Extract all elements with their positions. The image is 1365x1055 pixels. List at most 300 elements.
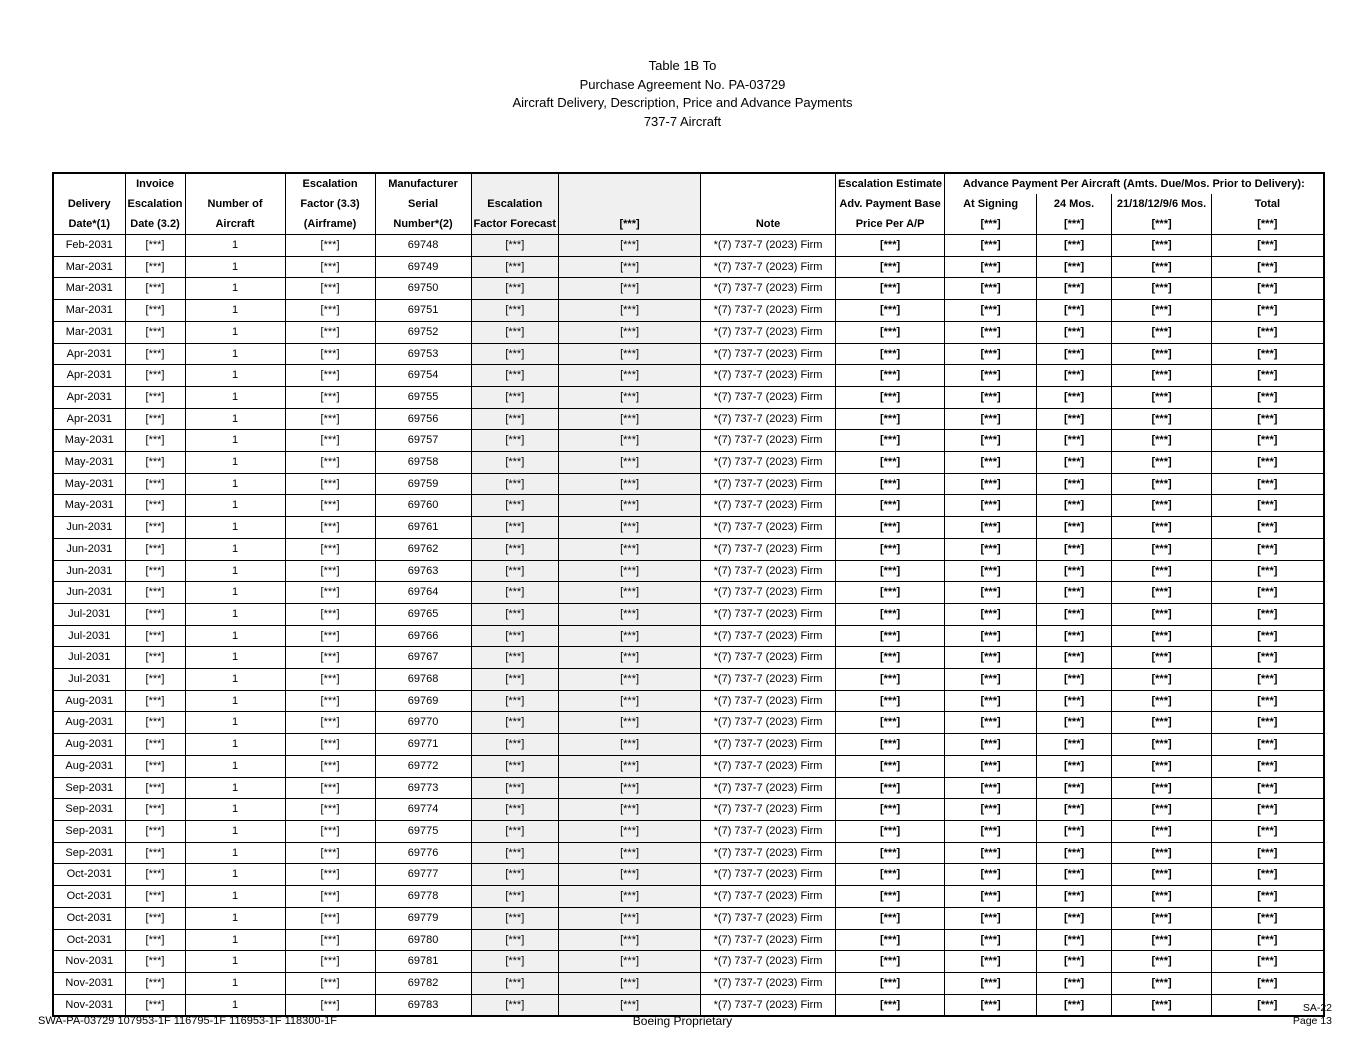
cell-manufacturer-serial-number: 69777 — [375, 864, 471, 886]
cell-number-of-aircraft: 1 — [185, 582, 285, 604]
table-row — [53, 886, 1324, 908]
cell-total: [***] — [1212, 495, 1324, 517]
table-header — [53, 173, 1324, 235]
table-body — [53, 235, 1324, 1017]
cell-escalation-factor-forecast: [***] — [471, 321, 559, 343]
cell-24-mos: [***] — [1037, 278, 1112, 300]
cell-delivery-date: Aug-2031 — [53, 734, 125, 756]
cell-at-signing: [***] — [945, 951, 1037, 973]
cell-adv-payment-base-price: [***] — [836, 842, 945, 864]
cell-21-18-12-9-6-mos: [***] — [1112, 300, 1212, 322]
cell-masked-column: [***] — [559, 321, 701, 343]
cell-invoice-escalation-date: [***] — [125, 560, 185, 582]
cell-masked-column: [***] — [559, 343, 701, 365]
cell-at-signing: [***] — [945, 755, 1037, 777]
cell-escalation-factor-airframe: [***] — [285, 300, 375, 322]
cell-masked-column: [***] — [559, 755, 701, 777]
cell-manufacturer-serial-number: 69766 — [375, 625, 471, 647]
cell-delivery-date: Oct-2031 — [53, 929, 125, 951]
cell-number-of-aircraft: 1 — [185, 278, 285, 300]
cell-escalation-factor-airframe: [***] — [285, 256, 375, 278]
cell-note: *(7) 737-7 (2023) Firm — [701, 452, 836, 474]
cell-24-mos: [***] — [1037, 669, 1112, 691]
title-line-agreement: Purchase Agreement No. PA-03729 — [579, 76, 786, 92]
table-row — [53, 647, 1324, 669]
cell-manufacturer-serial-number: 69767 — [375, 647, 471, 669]
cell-manufacturer-serial-number: 69758 — [375, 452, 471, 474]
cell-adv-payment-base-price: [***] — [836, 517, 945, 539]
footer-document-number: SWA-PA-03729 107953-1F 116795-1F 116953-1F 118300-1F — [38, 1015, 338, 1027]
cell-manufacturer-serial-number: 69772 — [375, 755, 471, 777]
cell-masked-column: [***] — [559, 972, 701, 994]
table-row — [53, 820, 1324, 842]
cell-delivery-date: May-2031 — [53, 473, 125, 495]
cell-escalation-factor-forecast: [***] — [471, 495, 559, 517]
cell-number-of-aircraft: 1 — [185, 755, 285, 777]
cell-24-mos: [***] — [1037, 365, 1112, 387]
cell-escalation-factor-airframe: [***] — [285, 864, 375, 886]
cell-escalation-factor-airframe: [***] — [285, 820, 375, 842]
cell-note: *(7) 737-7 (2023) Firm — [701, 321, 836, 343]
cell-21-18-12-9-6-mos: [***] — [1112, 408, 1212, 430]
cell-escalation-factor-forecast: [***] — [471, 820, 559, 842]
cell-21-18-12-9-6-mos: [***] — [1112, 452, 1212, 474]
table-row — [53, 972, 1324, 994]
cell-total: [***] — [1212, 256, 1324, 278]
cell-escalation-factor-airframe: [***] — [285, 907, 375, 929]
cell-masked-column: [***] — [559, 777, 701, 799]
cell-delivery-date: Jul-2031 — [53, 625, 125, 647]
table-row — [53, 430, 1324, 452]
cell-masked-column: [***] — [559, 278, 701, 300]
title-line-table: Table 1B To — [648, 58, 717, 73]
title-line-description: Aircraft Delivery, Description, Price and Advance Payments — [512, 95, 853, 110]
cell-number-of-aircraft: 1 — [185, 994, 285, 1016]
cell-number-of-aircraft: 1 — [185, 951, 285, 973]
cell-total: [***] — [1212, 343, 1324, 365]
cell-escalation-factor-forecast: [***] — [471, 430, 559, 452]
cell-at-signing: [***] — [945, 430, 1037, 452]
cell-at-signing: [***] — [945, 712, 1037, 734]
cell-escalation-factor-airframe: [***] — [285, 430, 375, 452]
header-21-18-12-9-6-mos: 21/18/12/9/6 Mos. [***] — [1112, 194, 1212, 235]
cell-manufacturer-serial-number: 69773 — [375, 777, 471, 799]
cell-escalation-factor-forecast: [***] — [471, 907, 559, 929]
cell-at-signing: [***] — [945, 777, 1037, 799]
cell-21-18-12-9-6-mos: [***] — [1112, 951, 1212, 973]
cell-number-of-aircraft: 1 — [185, 669, 285, 691]
cell-invoice-escalation-date: [***] — [125, 907, 185, 929]
cell-note: *(7) 737-7 (2023) Firm — [701, 929, 836, 951]
cell-adv-payment-base-price: [***] — [836, 647, 945, 669]
cell-at-signing: [***] — [945, 669, 1037, 691]
cell-total: [***] — [1212, 994, 1324, 1016]
cell-masked-column: [***] — [559, 994, 701, 1016]
cell-21-18-12-9-6-mos: [***] — [1112, 712, 1212, 734]
cell-number-of-aircraft: 1 — [185, 365, 285, 387]
table-row — [53, 452, 1324, 474]
cell-manufacturer-serial-number: 69757 — [375, 430, 471, 452]
cell-escalation-factor-airframe: [***] — [285, 538, 375, 560]
cell-invoice-escalation-date: [***] — [125, 582, 185, 604]
cell-21-18-12-9-6-mos: [***] — [1112, 777, 1212, 799]
cell-number-of-aircraft: 1 — [185, 690, 285, 712]
cell-delivery-date: Sep-2031 — [53, 820, 125, 842]
cell-manufacturer-serial-number: 69771 — [375, 734, 471, 756]
cell-masked-column: [***] — [559, 582, 701, 604]
cell-delivery-date: Sep-2031 — [53, 842, 125, 864]
table-row — [53, 929, 1324, 951]
cell-escalation-factor-forecast: [***] — [471, 365, 559, 387]
cell-24-mos: [***] — [1037, 603, 1112, 625]
table-row — [53, 495, 1324, 517]
table-row — [53, 343, 1324, 365]
cell-note: *(7) 737-7 (2023) Firm — [701, 842, 836, 864]
cell-adv-payment-base-price: [***] — [836, 452, 945, 474]
cell-escalation-factor-forecast: [***] — [471, 951, 559, 973]
table-row — [53, 321, 1324, 343]
cell-adv-payment-base-price: [***] — [836, 820, 945, 842]
cell-total: [***] — [1212, 951, 1324, 973]
cell-invoice-escalation-date: [***] — [125, 603, 185, 625]
cell-note: *(7) 737-7 (2023) Firm — [701, 972, 836, 994]
cell-number-of-aircraft: 1 — [185, 452, 285, 474]
cell-24-mos: [***] — [1037, 907, 1112, 929]
cell-delivery-date: Sep-2031 — [53, 799, 125, 821]
cell-at-signing: [***] — [945, 538, 1037, 560]
cell-manufacturer-serial-number: 69751 — [375, 300, 471, 322]
header-at-signing: At Signing [***] — [945, 194, 1037, 235]
cell-escalation-factor-forecast: [***] — [471, 886, 559, 908]
cell-21-18-12-9-6-mos: [***] — [1112, 907, 1212, 929]
cell-invoice-escalation-date: [***] — [125, 799, 185, 821]
cell-24-mos: [***] — [1037, 321, 1112, 343]
table-row — [53, 734, 1324, 756]
cell-escalation-factor-forecast: [***] — [471, 755, 559, 777]
cell-invoice-escalation-date: [***] — [125, 386, 185, 408]
header-advance-payment-group: Advance Payment Per Aircraft (Amts. Due/Mos. Prior to Delivery): — [945, 173, 1324, 194]
cell-masked-column: [***] — [559, 300, 701, 322]
cell-note: *(7) 737-7 (2023) Firm — [701, 430, 836, 452]
cell-masked-column: [***] — [559, 799, 701, 821]
footer-page-number: Page 13 — [1292, 1015, 1332, 1027]
cell-note: *(7) 737-7 (2023) Firm — [701, 538, 836, 560]
cell-adv-payment-base-price: [***] — [836, 907, 945, 929]
cell-invoice-escalation-date: [***] — [125, 321, 185, 343]
footer-sa-number: SA-22 — [1302, 1002, 1332, 1014]
cell-invoice-escalation-date: [***] — [125, 473, 185, 495]
cell-escalation-factor-airframe: [***] — [285, 690, 375, 712]
cell-24-mos: [***] — [1037, 517, 1112, 539]
cell-invoice-escalation-date: [***] — [125, 256, 185, 278]
cell-escalation-factor-airframe: [***] — [285, 777, 375, 799]
cell-escalation-factor-forecast: [***] — [471, 972, 559, 994]
cell-total: [***] — [1212, 278, 1324, 300]
cell-delivery-date: Mar-2031 — [53, 278, 125, 300]
cell-masked-column: [***] — [559, 647, 701, 669]
cell-total: [***] — [1212, 582, 1324, 604]
cell-delivery-date: Apr-2031 — [53, 386, 125, 408]
cell-total: [***] — [1212, 820, 1324, 842]
cell-escalation-factor-forecast: [***] — [471, 734, 559, 756]
cell-24-mos: [***] — [1037, 734, 1112, 756]
cell-manufacturer-serial-number: 69764 — [375, 582, 471, 604]
cell-escalation-factor-airframe: [***] — [285, 343, 375, 365]
cell-masked-column: [***] — [559, 886, 701, 908]
cell-total: [***] — [1212, 972, 1324, 994]
cell-masked-column: [***] — [559, 473, 701, 495]
cell-total: [***] — [1212, 300, 1324, 322]
cell-21-18-12-9-6-mos: [***] — [1112, 625, 1212, 647]
cell-invoice-escalation-date: [***] — [125, 452, 185, 474]
cell-total: [***] — [1212, 473, 1324, 495]
cell-escalation-factor-airframe: [***] — [285, 278, 375, 300]
cell-total: [***] — [1212, 647, 1324, 669]
cell-number-of-aircraft: 1 — [185, 343, 285, 365]
cell-delivery-date: Jun-2031 — [53, 582, 125, 604]
cell-manufacturer-serial-number: 69750 — [375, 278, 471, 300]
cell-escalation-factor-forecast: [***] — [471, 994, 559, 1016]
table-row — [53, 712, 1324, 734]
cell-masked-column: [***] — [559, 669, 701, 691]
cell-manufacturer-serial-number: 69755 — [375, 386, 471, 408]
cell-total: [***] — [1212, 864, 1324, 886]
cell-number-of-aircraft: 1 — [185, 864, 285, 886]
cell-escalation-factor-airframe: [***] — [285, 994, 375, 1016]
cell-at-signing: [***] — [945, 300, 1037, 322]
cell-number-of-aircraft: 1 — [185, 929, 285, 951]
table-row — [53, 777, 1324, 799]
cell-note: *(7) 737-7 (2023) Firm — [701, 690, 836, 712]
document-title-block — [0, 0, 1365, 131]
cell-21-18-12-9-6-mos: [***] — [1112, 235, 1212, 257]
cell-total: [***] — [1212, 690, 1324, 712]
cell-masked-column: [***] — [559, 951, 701, 973]
cell-adv-payment-base-price: [***] — [836, 755, 945, 777]
cell-invoice-escalation-date: [***] — [125, 538, 185, 560]
cell-21-18-12-9-6-mos: [***] — [1112, 755, 1212, 777]
cell-21-18-12-9-6-mos: [***] — [1112, 734, 1212, 756]
cell-adv-payment-base-price: [***] — [836, 408, 945, 430]
cell-note: *(7) 737-7 (2023) Firm — [701, 343, 836, 365]
cell-24-mos: [***] — [1037, 842, 1112, 864]
cell-at-signing: [***] — [945, 886, 1037, 908]
cell-masked-column: [***] — [559, 929, 701, 951]
cell-24-mos: [***] — [1037, 582, 1112, 604]
cell-invoice-escalation-date: [***] — [125, 842, 185, 864]
cell-number-of-aircraft: 1 — [185, 300, 285, 322]
cell-delivery-date: Mar-2031 — [53, 321, 125, 343]
cell-masked-column: [***] — [559, 517, 701, 539]
cell-manufacturer-serial-number: 69756 — [375, 408, 471, 430]
cell-escalation-factor-forecast: [***] — [471, 669, 559, 691]
cell-21-18-12-9-6-mos: [***] — [1112, 430, 1212, 452]
cell-at-signing: [***] — [945, 473, 1037, 495]
cell-delivery-date: Nov-2031 — [53, 994, 125, 1016]
cell-manufacturer-serial-number: 69778 — [375, 886, 471, 908]
cell-escalation-factor-airframe: [***] — [285, 647, 375, 669]
cell-invoice-escalation-date: [***] — [125, 820, 185, 842]
cell-at-signing: [***] — [945, 907, 1037, 929]
cell-total: [***] — [1212, 625, 1324, 647]
cell-escalation-factor-airframe: [***] — [285, 669, 375, 691]
cell-total: [***] — [1212, 560, 1324, 582]
cell-24-mos: [***] — [1037, 777, 1112, 799]
table-row — [53, 386, 1324, 408]
cell-adv-payment-base-price: [***] — [836, 690, 945, 712]
cell-number-of-aircraft: 1 — [185, 473, 285, 495]
cell-24-mos: [***] — [1037, 712, 1112, 734]
cell-21-18-12-9-6-mos: [***] — [1112, 343, 1212, 365]
cell-delivery-date: Apr-2031 — [53, 343, 125, 365]
aircraft-delivery-table — [52, 172, 1325, 1017]
header-adv-payment-base-price: Escalation Estimate Adv. Payment Base Price Per A/P — [836, 173, 945, 235]
cell-escalation-factor-airframe: [***] — [285, 712, 375, 734]
cell-masked-column: [***] — [559, 365, 701, 387]
cell-total: [***] — [1212, 907, 1324, 929]
cell-escalation-factor-airframe: [***] — [285, 755, 375, 777]
cell-note: *(7) 737-7 (2023) Firm — [701, 907, 836, 929]
cell-21-18-12-9-6-mos: [***] — [1112, 799, 1212, 821]
cell-24-mos: [***] — [1037, 560, 1112, 582]
cell-21-18-12-9-6-mos: [***] — [1112, 820, 1212, 842]
cell-manufacturer-serial-number: 69774 — [375, 799, 471, 821]
cell-masked-column: [***] — [559, 820, 701, 842]
cell-delivery-date: Mar-2031 — [53, 256, 125, 278]
cell-masked-column: [***] — [559, 734, 701, 756]
cell-invoice-escalation-date: [***] — [125, 929, 185, 951]
cell-escalation-factor-forecast: [***] — [471, 647, 559, 669]
cell-adv-payment-base-price: [***] — [836, 603, 945, 625]
cell-manufacturer-serial-number: 69763 — [375, 560, 471, 582]
cell-24-mos: [***] — [1037, 625, 1112, 647]
cell-delivery-date: Jul-2031 — [53, 647, 125, 669]
cell-at-signing: [***] — [945, 495, 1037, 517]
cell-total: [***] — [1212, 603, 1324, 625]
cell-total: [***] — [1212, 235, 1324, 257]
cell-delivery-date: Nov-2031 — [53, 972, 125, 994]
cell-21-18-12-9-6-mos: [***] — [1112, 864, 1212, 886]
cell-escalation-factor-forecast: [***] — [471, 625, 559, 647]
cell-escalation-factor-forecast: [***] — [471, 864, 559, 886]
cell-21-18-12-9-6-mos: [***] — [1112, 994, 1212, 1016]
cell-adv-payment-base-price: [***] — [836, 994, 945, 1016]
cell-manufacturer-serial-number: 69752 — [375, 321, 471, 343]
cell-escalation-factor-airframe: [***] — [285, 582, 375, 604]
cell-at-signing: [***] — [945, 625, 1037, 647]
cell-note: *(7) 737-7 (2023) Firm — [701, 300, 836, 322]
cell-invoice-escalation-date: [***] — [125, 994, 185, 1016]
cell-adv-payment-base-price: [***] — [836, 886, 945, 908]
cell-21-18-12-9-6-mos: [***] — [1112, 495, 1212, 517]
cell-total: [***] — [1212, 799, 1324, 821]
cell-invoice-escalation-date: [***] — [125, 235, 185, 257]
cell-masked-column: [***] — [559, 256, 701, 278]
cell-delivery-date: Aug-2031 — [53, 712, 125, 734]
cell-escalation-factor-forecast: [***] — [471, 452, 559, 474]
cell-24-mos: [***] — [1037, 864, 1112, 886]
cell-escalation-factor-forecast: [***] — [471, 799, 559, 821]
cell-21-18-12-9-6-mos: [***] — [1112, 603, 1212, 625]
cell-note: *(7) 737-7 (2023) Firm — [701, 994, 836, 1016]
cell-24-mos: [***] — [1037, 538, 1112, 560]
cell-24-mos: [***] — [1037, 929, 1112, 951]
cell-number-of-aircraft: 1 — [185, 777, 285, 799]
cell-delivery-date: Oct-2031 — [53, 864, 125, 886]
cell-escalation-factor-airframe: [***] — [285, 495, 375, 517]
cell-total: [***] — [1212, 734, 1324, 756]
cell-at-signing: [***] — [945, 321, 1037, 343]
cell-number-of-aircraft: 1 — [185, 907, 285, 929]
cell-escalation-factor-forecast: [***] — [471, 690, 559, 712]
cell-21-18-12-9-6-mos: [***] — [1112, 647, 1212, 669]
cell-escalation-factor-forecast: [***] — [471, 560, 559, 582]
header-note: Note — [701, 173, 836, 235]
cell-invoice-escalation-date: [***] — [125, 972, 185, 994]
cell-at-signing: [***] — [945, 799, 1037, 821]
cell-24-mos: [***] — [1037, 820, 1112, 842]
cell-21-18-12-9-6-mos: [***] — [1112, 886, 1212, 908]
cell-delivery-date: Oct-2031 — [53, 907, 125, 929]
table-row — [53, 994, 1324, 1016]
cell-number-of-aircraft: 1 — [185, 408, 285, 430]
cell-escalation-factor-airframe: [***] — [285, 886, 375, 908]
cell-delivery-date: May-2031 — [53, 430, 125, 452]
cell-at-signing: [***] — [945, 734, 1037, 756]
cell-total: [***] — [1212, 430, 1324, 452]
cell-escalation-factor-forecast: [***] — [471, 517, 559, 539]
cell-number-of-aircraft: 1 — [185, 560, 285, 582]
cell-escalation-factor-forecast: [***] — [471, 278, 559, 300]
cell-note: *(7) 737-7 (2023) Firm — [701, 256, 836, 278]
cell-note: *(7) 737-7 (2023) Firm — [701, 495, 836, 517]
cell-invoice-escalation-date: [***] — [125, 951, 185, 973]
cell-21-18-12-9-6-mos: [***] — [1112, 473, 1212, 495]
cell-adv-payment-base-price: [***] — [836, 365, 945, 387]
cell-number-of-aircraft: 1 — [185, 712, 285, 734]
cell-invoice-escalation-date: [***] — [125, 300, 185, 322]
table-row — [53, 842, 1324, 864]
cell-escalation-factor-forecast: [***] — [471, 235, 559, 257]
cell-escalation-factor-airframe: [***] — [285, 235, 375, 257]
cell-masked-column: [***] — [559, 408, 701, 430]
cell-escalation-factor-airframe: [***] — [285, 365, 375, 387]
cell-at-signing: [***] — [945, 386, 1037, 408]
cell-24-mos: [***] — [1037, 430, 1112, 452]
cell-escalation-factor-forecast: [***] — [471, 473, 559, 495]
cell-total: [***] — [1212, 517, 1324, 539]
cell-24-mos: [***] — [1037, 886, 1112, 908]
cell-note: *(7) 737-7 (2023) Firm — [701, 886, 836, 908]
table-row — [53, 300, 1324, 322]
cell-escalation-factor-forecast: [***] — [471, 603, 559, 625]
cell-manufacturer-serial-number: 69781 — [375, 951, 471, 973]
cell-masked-column: [***] — [559, 538, 701, 560]
cell-adv-payment-base-price: [***] — [836, 712, 945, 734]
cell-invoice-escalation-date: [***] — [125, 343, 185, 365]
cell-invoice-escalation-date: [***] — [125, 430, 185, 452]
cell-invoice-escalation-date: [***] — [125, 278, 185, 300]
cell-24-mos: [***] — [1037, 473, 1112, 495]
cell-note: *(7) 737-7 (2023) Firm — [701, 408, 836, 430]
table-row — [53, 603, 1324, 625]
cell-escalation-factor-forecast: [***] — [471, 386, 559, 408]
cell-number-of-aircraft: 1 — [185, 256, 285, 278]
cell-delivery-date: Feb-2031 — [53, 235, 125, 257]
cell-manufacturer-serial-number: 69782 — [375, 972, 471, 994]
cell-delivery-date: Mar-2031 — [53, 300, 125, 322]
cell-at-signing: [***] — [945, 256, 1037, 278]
